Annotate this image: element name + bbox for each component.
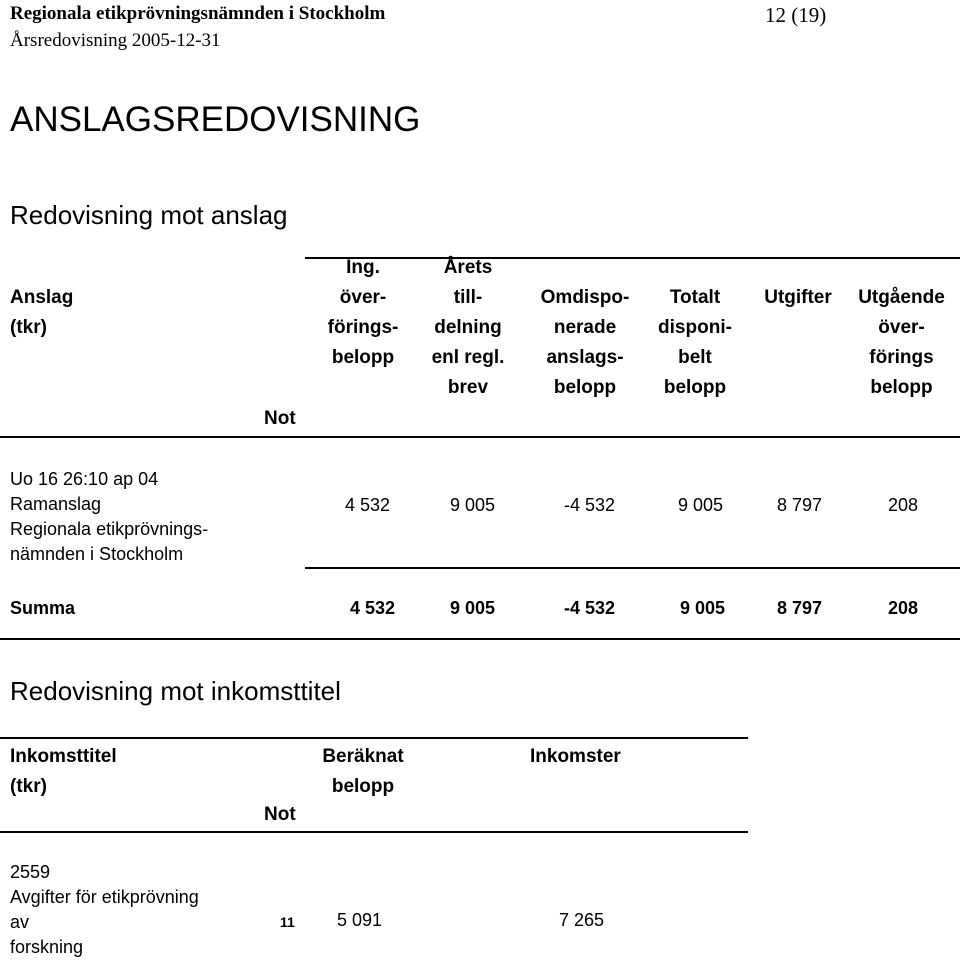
col2-header-beraknat: Beräknat belopp bbox=[322, 746, 404, 797]
sum-label: Summa bbox=[10, 598, 76, 618]
sum-bottom-rule bbox=[0, 638, 960, 640]
page-number: 12 (19) bbox=[765, 3, 827, 27]
sum-totalt: 9 005 bbox=[679, 598, 725, 618]
cell-omdisponerade: -4 532 bbox=[563, 495, 615, 515]
header-report: Årsredovisning 2005-12-31 bbox=[10, 30, 221, 51]
col-header-ing: Ing. över- förings- belopp bbox=[327, 257, 399, 368]
col-header-utgifter: Utgifter bbox=[764, 287, 832, 308]
table-row-label: Uo 16 26:10 ap 04 Ramanslag Regionala etikprövnings- nämnden i Stockholm bbox=[10, 469, 209, 564]
col-header-totalt: Totalt disponi- belt belopp bbox=[658, 287, 732, 398]
table2-cell-beraknat: 5 091 bbox=[337, 910, 383, 930]
col-header-omdisponerade: Omdispo- nerade anslags- belopp bbox=[540, 287, 630, 398]
col-header-not: Not bbox=[264, 408, 296, 429]
col2-header-inkomster: Inkomster bbox=[530, 746, 621, 767]
col2-header-inkomsttitel: Inkomsttitel (tkr) bbox=[10, 746, 117, 797]
table2-top-rule bbox=[0, 737, 748, 739]
sum-arets: 9 005 bbox=[449, 598, 495, 618]
sum-utgaende: 208 bbox=[887, 598, 918, 618]
cell-arets: 9 005 bbox=[449, 495, 495, 515]
table2-not-ref: 11 bbox=[280, 914, 295, 930]
col-header-utgaende: Utgående över- förings belopp bbox=[858, 287, 945, 398]
cell-utgifter: 8 797 bbox=[776, 495, 822, 515]
cell-ing: 4 532 bbox=[344, 495, 390, 515]
header-organization: Regionala etikprövningsnämnden i Stockholm bbox=[10, 3, 386, 24]
table2-header-rule bbox=[0, 831, 748, 833]
sum-top-rule bbox=[305, 567, 960, 569]
cell-totalt: 9 005 bbox=[677, 495, 723, 515]
section-title-anslag: Redovisning mot anslag bbox=[10, 200, 288, 230]
sum-ing: 4 532 bbox=[349, 598, 395, 618]
col-header-arets: Årets till- delning enl regl. brev bbox=[431, 257, 505, 398]
table2-cell-inkomster: 7 265 bbox=[559, 910, 605, 930]
sum-omdisponerade: -4 532 bbox=[563, 598, 615, 618]
col2-header-not: Not bbox=[264, 804, 296, 825]
col-header-anslag: Anslag (tkr) bbox=[10, 287, 74, 338]
sum-utgifter: 8 797 bbox=[776, 598, 822, 618]
header-bottom-rule bbox=[0, 436, 960, 438]
cell-utgaende: 208 bbox=[887, 495, 918, 515]
table2-row-label: 2559 Avgifter för etikprövning av forskning bbox=[10, 862, 199, 957]
section-title-inkomsttitel: Redovisning mot inkomsttitel bbox=[10, 676, 341, 706]
page-title: ANSLAGSREDOVISNING bbox=[10, 100, 421, 139]
